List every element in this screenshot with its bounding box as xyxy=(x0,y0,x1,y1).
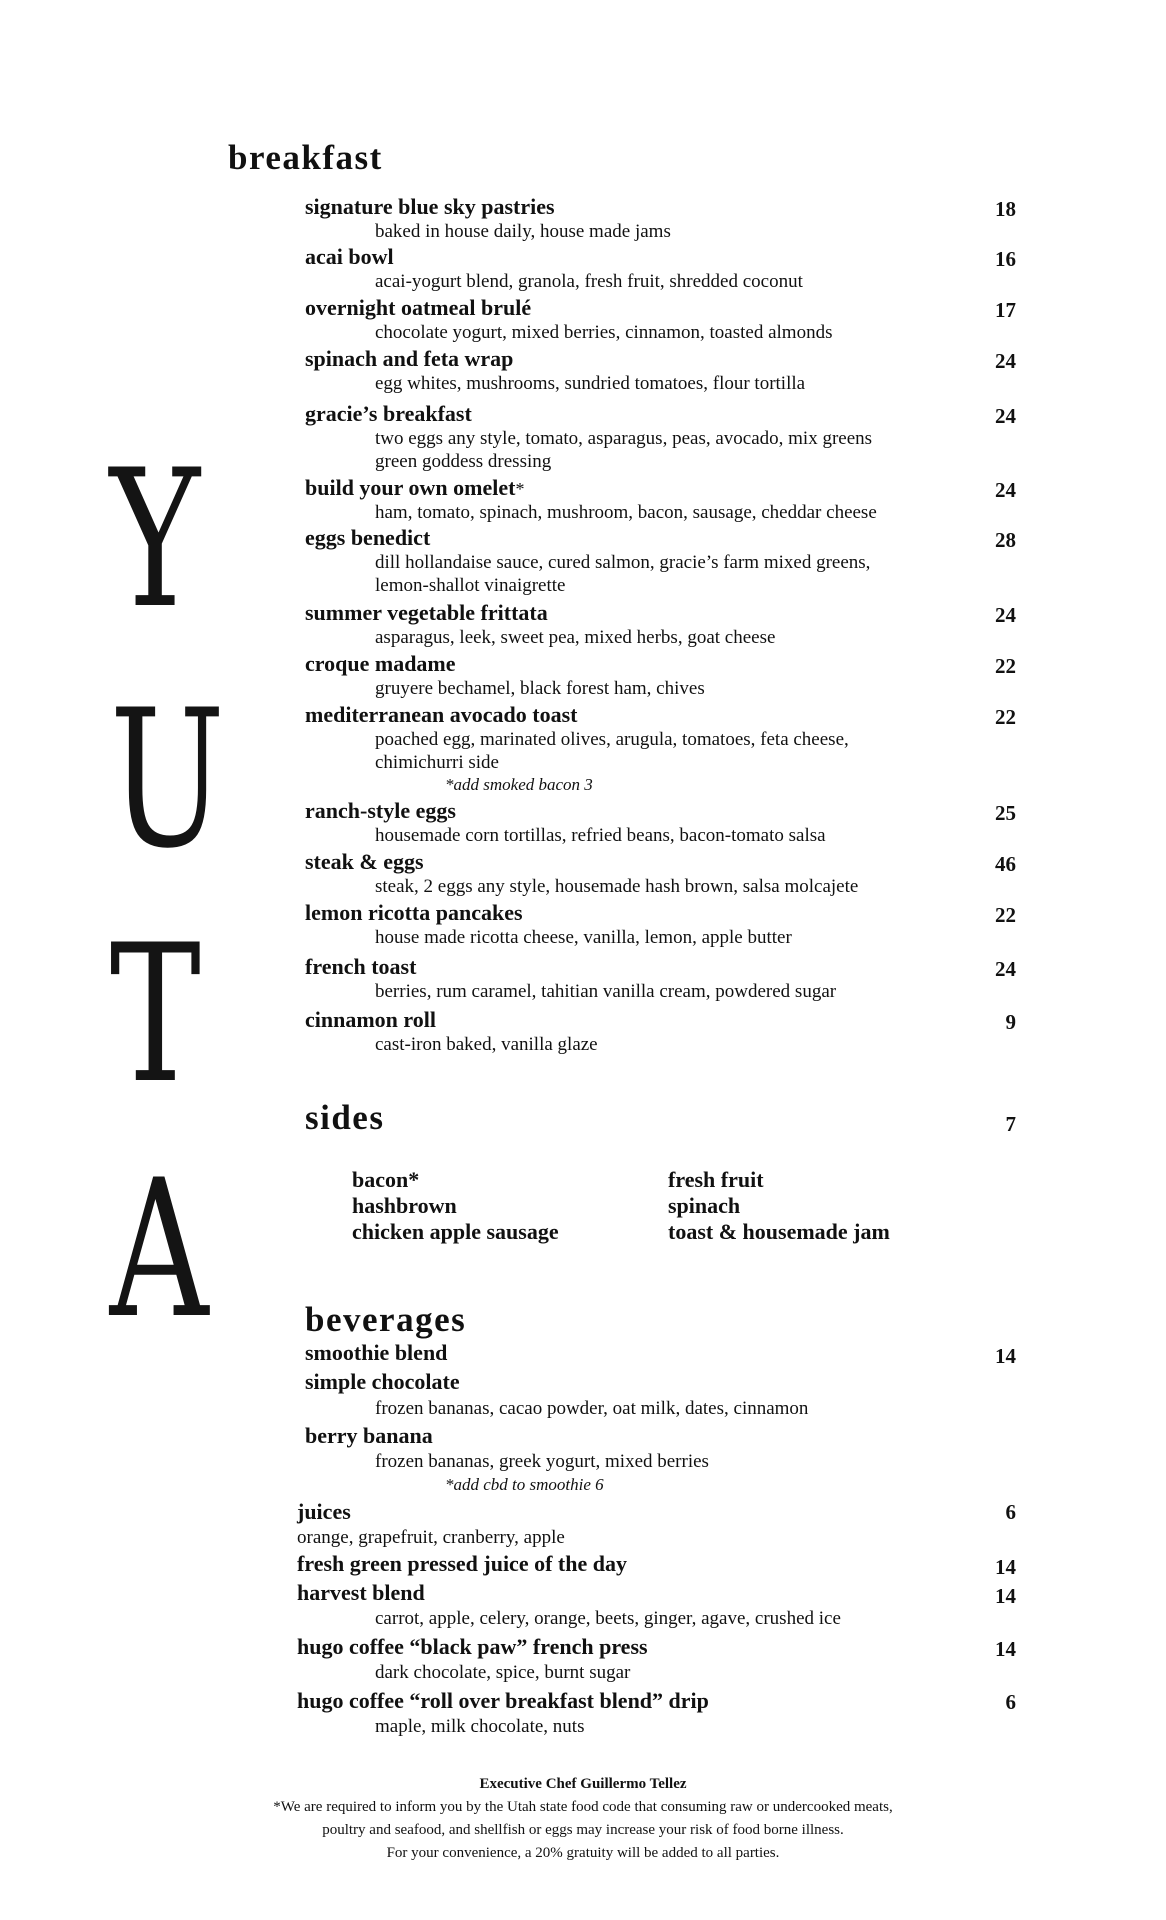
menu-item-name-text: build your own omelet xyxy=(305,475,516,500)
sides-heading: sides xyxy=(305,1098,385,1137)
side-item: fresh fruit xyxy=(668,1167,764,1192)
menu-item-name xyxy=(305,195,555,219)
menu-item-name-text: acai bowl xyxy=(305,244,394,269)
simple-chocolate-name: simple chocolate xyxy=(305,1369,460,1394)
menu-item-name xyxy=(305,347,513,371)
menu-item-description: steak, 2 eggs any style, housemade hash brown, salsa molcajete xyxy=(375,876,859,897)
menu-item-description: lemon-shallot vinaigrette xyxy=(375,575,566,596)
menu-item-price: 24 xyxy=(995,478,1016,502)
juices-desc: orange, grapefruit, cranberry, apple xyxy=(297,1527,565,1548)
menu-item-description: gruyere bechamel, black forest ham, chives xyxy=(375,678,705,699)
harvest-blend-price: 14 xyxy=(995,1584,1016,1608)
menu-item-price: 24 xyxy=(995,957,1016,981)
menu-item-name-text: lemon ricotta pancakes xyxy=(305,900,523,925)
menu-item-name xyxy=(305,245,394,269)
menu-item-description: acai-yogurt blend, granola, fresh fruit, shredded coconut xyxy=(375,271,803,292)
menu-item-name xyxy=(305,850,424,874)
menu-item-name xyxy=(305,901,523,925)
berry-banana-desc: frozen bananas, greek yogurt, mixed berries xyxy=(375,1451,709,1472)
menu-item-name-text: gracie’s breakfast xyxy=(305,401,472,426)
sides-price: 7 xyxy=(1005,1112,1016,1136)
roll-over-name: hugo coffee “roll over breakfast blend” drip xyxy=(297,1688,709,1713)
menu-item-price: 22 xyxy=(995,654,1016,678)
menu-item-description: chimichurri side xyxy=(375,752,499,773)
menu-item-description: green goddess dressing xyxy=(375,451,552,472)
roll-over-desc: maple, milk chocolate, nuts xyxy=(375,1716,585,1737)
menu-item-price: 16 xyxy=(995,247,1016,271)
menu-item-description: dill hollandaise sauce, cured salmon, gracie’s farm mixed greens, xyxy=(375,552,871,573)
menu-item-name xyxy=(305,476,524,501)
logo-letter-y: Y xyxy=(109,429,201,650)
menu-item-description: egg whites, mushrooms, sundried tomatoes, flour tortilla xyxy=(375,373,806,394)
chef-credit: Executive Chef Guillermo Tellez xyxy=(479,1776,687,1792)
menu-item-description: two eggs any style, tomato, asparagus, peas, avocado, mix greens xyxy=(375,428,873,449)
menu-item-name xyxy=(305,296,531,320)
menu-item-price: 28 xyxy=(995,528,1016,552)
menu-item-name xyxy=(305,601,548,625)
gratuity-notice: For your convenience, a 20% gratuity will be added to all parties. xyxy=(386,1845,780,1861)
food-code-notice-line-2: poultry and seafood, and shellfish or eggs may increase your risk of food borne illness. xyxy=(322,1822,844,1838)
menu-item-name-text: ranch-style eggs xyxy=(305,798,456,823)
logo-letter-u: U xyxy=(109,669,226,890)
menu-item-name xyxy=(305,652,456,676)
menu-item-price: 24 xyxy=(995,349,1016,373)
side-item: chicken apple sausage xyxy=(352,1219,559,1244)
berry-banana-name: berry banana xyxy=(305,1423,433,1448)
menu-item-note: *add smoked bacon 3 xyxy=(445,775,593,794)
menu-item-description: baked in house daily, house made jams xyxy=(375,221,671,242)
green-juice-name: fresh green pressed juice of the day xyxy=(297,1551,627,1576)
black-paw-price: 14 xyxy=(995,1637,1016,1661)
green-juice-price: 14 xyxy=(995,1555,1016,1579)
menu-item-name xyxy=(305,799,456,823)
juices-name: juices xyxy=(297,1499,351,1524)
black-paw-desc: dark chocolate, spice, burnt sugar xyxy=(375,1662,631,1683)
side-item: spinach xyxy=(668,1193,741,1218)
menu-item-name xyxy=(305,1008,436,1032)
menu-item-price: 9 xyxy=(1005,1010,1016,1034)
menu-item-price: 24 xyxy=(995,404,1016,428)
menu-item-name xyxy=(305,526,430,550)
menu-item-name-text: mediterranean avocado toast xyxy=(305,702,578,727)
side-item: bacon* xyxy=(352,1167,420,1192)
menu-item-name xyxy=(305,955,416,979)
menu-item-name-text: eggs benedict xyxy=(305,525,431,550)
menu-item-description: poached egg, marinated olives, arugula, tomatoes, feta cheese, xyxy=(375,729,849,750)
food-code-notice-line-1: *We are required to inform you by the Utah state food code that consuming raw or undercooked meats, xyxy=(273,1799,893,1815)
menu-item-name-text: signature blue sky pastries xyxy=(305,194,555,219)
menu-item-price: 25 xyxy=(995,801,1016,825)
menu-item-description: asparagus, leek, sweet pea, mixed herbs, goat cheese xyxy=(375,627,776,648)
menu-item-price: 17 xyxy=(995,298,1016,322)
menu-item-name-text: summer vegetable frittata xyxy=(305,600,548,625)
cbd-note: *add cbd to smoothie 6 xyxy=(445,1475,604,1494)
menu-item-name-text: steak & eggs xyxy=(305,849,424,874)
menu-item-description: berries, rum caramel, tahitian vanilla cream, powdered sugar xyxy=(375,981,837,1002)
menu-item-price: 22 xyxy=(995,705,1016,729)
menu-item-description: ham, tomato, spinach, mushroom, bacon, sausage, cheddar cheese xyxy=(375,502,877,523)
harvest-blend-name: harvest blend xyxy=(297,1580,425,1605)
menu-item-price: 22 xyxy=(995,903,1016,927)
harvest-blend-desc: carrot, apple, celery, orange, beets, ginger, agave, crushed ice xyxy=(375,1608,841,1629)
menu-item-description: house made ricotta cheese, vanilla, lemon, apple butter xyxy=(375,927,792,948)
menu-item-name-text: cinnamon roll xyxy=(305,1007,437,1032)
roll-over-price: 6 xyxy=(1005,1690,1016,1714)
menu-item-price: 24 xyxy=(995,603,1016,627)
smoothie-blend-name: smoothie blend xyxy=(305,1340,448,1365)
menu-item-name-text: croque madame xyxy=(305,651,456,676)
menu-item-description: cast-iron baked, vanilla glaze xyxy=(375,1034,598,1055)
simple-chocolate-desc: frozen bananas, cacao powder, oat milk, dates, cinnamon xyxy=(375,1398,809,1419)
logo-letter-a: A xyxy=(109,1139,209,1360)
juices-price: 6 xyxy=(1005,1500,1016,1524)
menu-item-price: 18 xyxy=(995,197,1016,221)
beverages-heading: beverages xyxy=(305,1300,467,1339)
side-item: toast & housemade jam xyxy=(668,1219,890,1244)
breakfast-heading: breakfast xyxy=(228,138,383,177)
menu-item-name xyxy=(305,703,578,727)
menu-item-name-text: overnight oatmeal brulé xyxy=(305,295,532,320)
menu-item-description: housemade corn tortillas, refried beans, bacon-tomato salsa xyxy=(375,825,826,846)
menu-item-name xyxy=(305,402,472,426)
raw-notice-mark: * xyxy=(515,479,525,499)
menu-item-name-text: spinach and feta wrap xyxy=(305,346,514,371)
logo-letter-t: T xyxy=(109,904,201,1125)
smoothie-blend-price: 14 xyxy=(995,1344,1016,1368)
menu-item-name-text: french toast xyxy=(305,954,417,979)
black-paw-name: hugo coffee “black paw” french press xyxy=(297,1634,648,1659)
menu-item-price: 46 xyxy=(995,852,1016,876)
menu-item-description: chocolate yogurt, mixed berries, cinnamon, toasted almonds xyxy=(375,322,833,343)
side-item: hashbrown xyxy=(352,1193,457,1218)
